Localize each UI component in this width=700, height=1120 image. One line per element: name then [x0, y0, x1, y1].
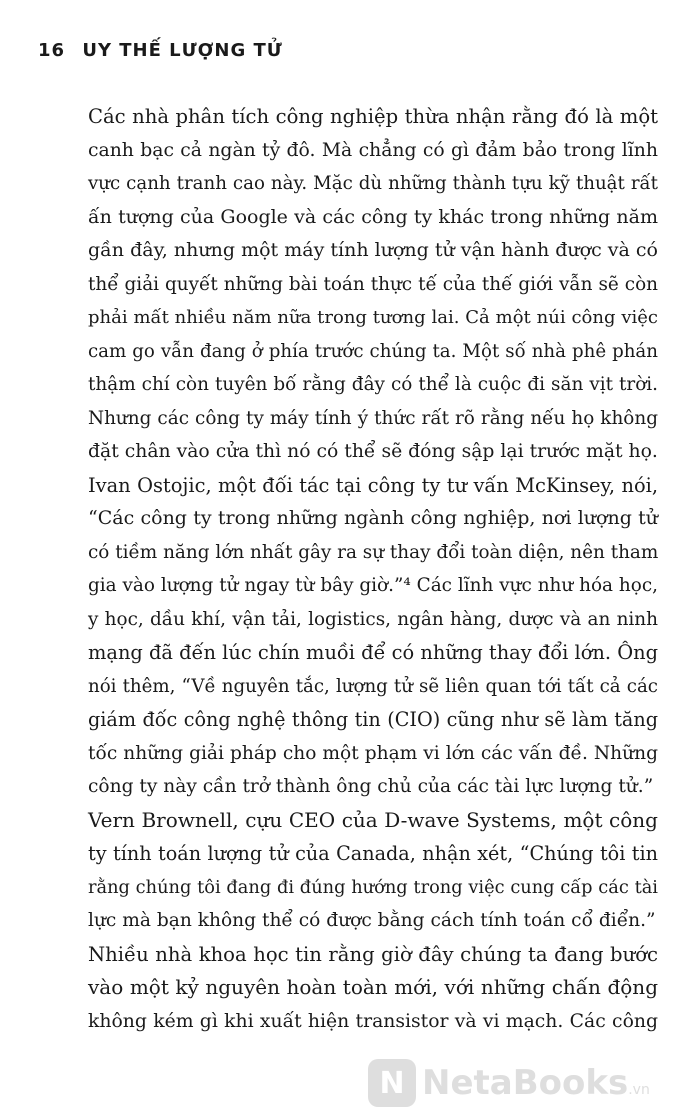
text-line: vực cạnh tranh cao này. Mặc dù những thành tựu kỹ thuật rất [88, 173, 658, 194]
text-line: Nhiều nhà khoa học tin rằng giờ đây chúng ta đang bước [88, 942, 658, 966]
text-line: Vern Brownell, cựu CEO của D-wave Systems, một công [88, 807, 658, 832]
text-line: phải mất nhiều năm nữa trong tương lai. Cả một núi công việc [88, 307, 658, 328]
text-line: “Các công ty trong những ngành công nghiệp, nơi lượng tử [88, 507, 658, 529]
text-line: vào một kỷ nguyên hoàn toàn mới, với những chấn động [88, 975, 658, 999]
text-line: đặt chân vào cửa thì nó có thể sẽ đóng sập lại trước mặt họ. [88, 441, 658, 462]
text-line: giám đốc công nghệ thông tin (CIO) cũng như sẽ làm tăng [88, 708, 658, 731]
running-header [38, 40, 283, 61]
text-line: gần đây, nhưng một máy tính lượng tử vận hành được và có [88, 239, 658, 261]
text-line: gia vào lượng tử ngay từ bây giờ.”⁴ Các lĩnh vực như hóa học, [88, 575, 658, 596]
watermark-text [422, 1063, 650, 1103]
text-line: ấn tượng của Google và các công ty khác trong những năm [88, 205, 658, 228]
running-title: UY THẾ LƯỢNG TỬ [82, 40, 283, 61]
text-line: công ty này cần trở thành ông chủ của các tài lực lượng tử.” [88, 776, 654, 797]
watermark-brand: NetaBooks [422, 1063, 629, 1103]
watermark-suffix: .vn [628, 1082, 650, 1098]
text-line: cam go vẫn đang ở phía trước chúng ta. Một số nhà phê phán [88, 340, 658, 362]
text-line: thể giải quyết những bài toán thực tế của thế giới vẫn sẽ còn [88, 273, 658, 295]
netabooks-logo-icon: N [368, 1059, 416, 1107]
text-line: không kém gì khi xuất hiện transistor và vi mạch. Các công [88, 1010, 658, 1032]
text-line: lực mà bạn không thể có được bằng cách tính toán cổ điển.” [88, 910, 656, 931]
text-line: canh bạc cả ngàn tỷ đô. Mà chẳng có gì đảm bảo trong lĩnh [88, 139, 658, 161]
text-line: Ivan Ostojic, một đối tác tại công ty tư vấn McKinsey, nói, [88, 473, 658, 497]
text-line: thậm chí còn tuyên bố rằng đây có thể là cuộc đi săn vịt trời. [88, 374, 658, 395]
text-line: y học, dầu khí, vận tải, logistics, ngân hàng, dược và an ninh [88, 608, 658, 630]
text-line: mạng đã đến lúc chín muồi để có những thay đổi lớn. Ông [88, 641, 658, 664]
text-line: Nhưng các công ty máy tính ý thức rất rõ rằng nếu họ không [88, 407, 658, 429]
text-line: ty tính toán lượng tử của Canada, nhận xét, “Chúng tôi tin [88, 842, 658, 865]
body-text [88, 100, 658, 1038]
text-line: có tiềm năng lớn nhất gây ra sự thay đổi toàn diện, nên tham [88, 541, 659, 563]
watermark [368, 1058, 698, 1108]
text-line: nói thêm, “Về nguyên tắc, lượng tử sẽ liên quan tới tất cả các [88, 675, 658, 697]
text-line: rằng chúng tôi đang đi đúng hướng trong việc cung cấp các tài [88, 876, 658, 898]
page-number: 16 [38, 40, 66, 61]
text-line: Các nhà phân tích công nghiệp thừa nhận rằng đó là một [88, 105, 658, 128]
text-line: tốc những giải pháp cho một phạm vi lớn các vấn đề. Những [88, 742, 658, 764]
